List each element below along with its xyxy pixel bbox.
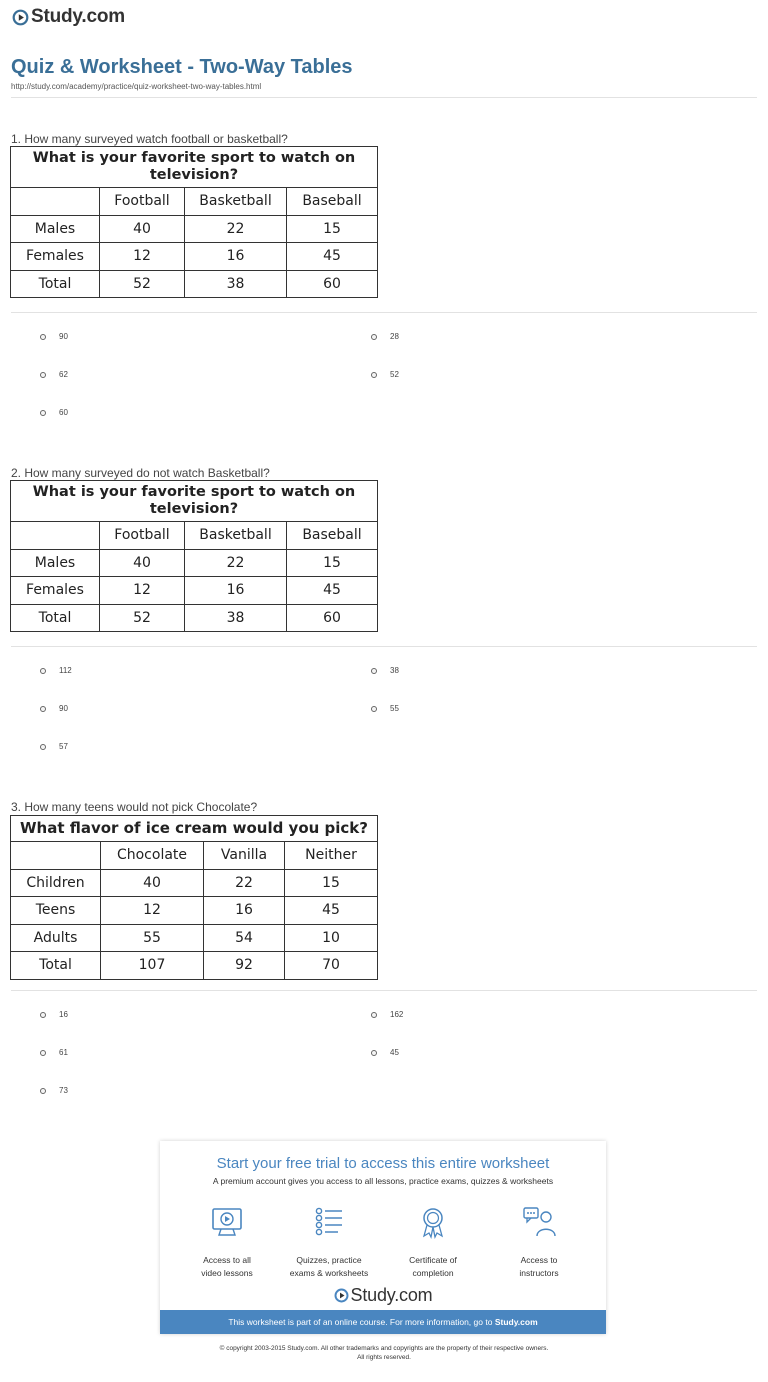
table-header-cell: [11, 842, 101, 870]
table-cell: 40: [101, 869, 204, 897]
promo-headline[interactable]: Start your free trial to access this entire worksheet: [216, 1155, 550, 1172]
feature-label: Certificate of: [409, 1255, 457, 1265]
table-cell: 70: [285, 952, 378, 980]
divider: [11, 312, 757, 313]
radio-button[interactable]: [371, 372, 377, 378]
answer-option[interactable]: [371, 666, 399, 675]
radio-button[interactable]: [371, 334, 377, 340]
feature-label: completion: [412, 1268, 454, 1278]
divider: [11, 990, 757, 991]
play-circle-logo-icon: [334, 1288, 349, 1303]
feature-label: exams & worksheets: [289, 1268, 369, 1278]
table-cell: 16: [185, 577, 287, 605]
table-cell: 22: [185, 215, 287, 243]
feature-label: video lessons: [201, 1268, 253, 1278]
table-cell: 55: [101, 924, 204, 952]
table-header-cell: [11, 522, 100, 550]
answer-label: 62: [59, 370, 68, 379]
table-cell: Males: [11, 215, 100, 243]
table-cell: 22: [204, 869, 285, 897]
page-url[interactable]: http://study.com/academy/practice/quiz-worksheet-two-way-tables.html: [11, 82, 262, 91]
logo-text: Study.com: [350, 1285, 433, 1305]
table-cell: 15: [287, 215, 378, 243]
table-cell: Total: [11, 604, 100, 632]
answer-label: 90: [59, 704, 68, 713]
table-row: [11, 869, 378, 897]
instructor-chat-icon: [522, 1205, 556, 1239]
answer-option[interactable]: [371, 332, 399, 341]
table-cell: 60: [287, 604, 378, 632]
question-1-table: [10, 146, 378, 298]
table-cell: Females: [11, 577, 100, 605]
table-cell: 12: [100, 577, 185, 605]
radio-button[interactable]: [40, 372, 46, 378]
question-2-text: 2. How many surveyed do not watch Basketball?: [11, 466, 270, 480]
radio-button[interactable]: [371, 668, 377, 674]
answer-option[interactable]: [40, 1048, 68, 1057]
question-2-table: [10, 480, 378, 632]
table-cell: 12: [101, 897, 204, 925]
copyright-line: © copyright 2003-2015 Study.com. All other trademarks and copyrights are the property of their respective owners.: [219, 1345, 549, 1352]
rights-line: All rights reserved.: [357, 1354, 411, 1361]
table-row: [11, 243, 378, 271]
table-cell: 92: [204, 952, 285, 980]
table-row: [11, 549, 378, 577]
table-cell: Males: [11, 549, 100, 577]
answer-label: 57: [59, 742, 68, 751]
play-circle-logo-icon: [12, 9, 29, 26]
answer-option[interactable]: [40, 370, 68, 379]
radio-button[interactable]: [371, 1050, 377, 1056]
table-header-row: [11, 188, 378, 216]
radio-button[interactable]: [40, 1050, 46, 1056]
table-cell: 54: [204, 924, 285, 952]
table-caption: What flavor of ice cream would you pick?: [11, 816, 378, 842]
table-header-cell: Neither: [285, 842, 378, 870]
table-cell: 10: [285, 924, 378, 952]
table-header-cell: Basketball: [185, 522, 287, 550]
radio-button[interactable]: [40, 334, 46, 340]
question-3-text: 3. How many teens would not pick Chocolate?: [11, 800, 258, 814]
table-header-cell: Baseball: [287, 522, 378, 550]
table-row: [11, 270, 378, 298]
answer-label: 90: [59, 332, 68, 341]
answer-option[interactable]: [40, 666, 72, 675]
feature-video-lessons: [182, 1205, 272, 1280]
logo-text: Study.com: [31, 6, 125, 27]
answer-label: 112: [59, 666, 72, 675]
table-cell: 40: [100, 215, 185, 243]
radio-button[interactable]: [40, 668, 46, 674]
answer-label: 61: [59, 1048, 68, 1057]
table-cell: 52: [100, 270, 185, 298]
answer-label: 60: [59, 408, 68, 417]
feature-label: Access to: [520, 1255, 558, 1265]
table-cell: Adults: [11, 924, 101, 952]
page-title: Quiz & Worksheet - Two-Way Tables: [11, 56, 353, 78]
table-cell: Children: [11, 869, 101, 897]
table-header-cell: Vanilla: [204, 842, 285, 870]
table-cell: 38: [185, 270, 287, 298]
course-info-bar: [160, 1310, 606, 1334]
radio-button[interactable]: [40, 744, 46, 750]
question-1-text: 1. How many surveyed watch football or basketball?: [11, 132, 288, 146]
bar-text: This worksheet is part of an online course. For more information, go to: [228, 1317, 495, 1327]
table-header-cell: Football: [100, 522, 185, 550]
table-row: [11, 897, 378, 925]
promo-subline: A premium account gives you access to all lessons, practice exams, quizzes & worksheets: [212, 1176, 554, 1186]
table-cell: Total: [11, 270, 100, 298]
table-header-cell: [11, 188, 100, 216]
feature-quizzes: [284, 1205, 374, 1280]
table-cell: 40: [100, 549, 185, 577]
answer-option[interactable]: [371, 370, 399, 379]
table-cell: 16: [185, 243, 287, 271]
radio-button[interactable]: [40, 410, 46, 416]
table-cell: 45: [287, 243, 378, 271]
radio-button[interactable]: [371, 1012, 377, 1018]
quiz-list-icon: [312, 1205, 346, 1239]
question-3-table: [10, 815, 378, 980]
answer-option[interactable]: [40, 1086, 68, 1095]
table-cell: 15: [287, 549, 378, 577]
answer-option[interactable]: [40, 704, 68, 713]
table-header-row: [11, 522, 378, 550]
answer-label: 55: [390, 704, 399, 713]
promo-study-logo[interactable]: [160, 1285, 606, 1306]
answer-label: 38: [390, 666, 399, 675]
copyright-footer: [0, 1344, 768, 1362]
table-row: [11, 952, 378, 980]
answer-option[interactable]: [371, 1048, 399, 1057]
table-row: [11, 577, 378, 605]
answer-label: 28: [390, 332, 399, 341]
certificate-icon: [416, 1205, 450, 1239]
divider: [11, 646, 757, 647]
table-row: [11, 924, 378, 952]
table-row: [11, 604, 378, 632]
answer-option[interactable]: [40, 408, 68, 417]
table-cell: 45: [285, 897, 378, 925]
table-cell: 60: [287, 270, 378, 298]
table-header-cell: Football: [100, 188, 185, 216]
table-header-cell: Basketball: [185, 188, 287, 216]
answer-option[interactable]: [371, 1010, 403, 1019]
video-lesson-icon: [210, 1205, 244, 1239]
radio-button[interactable]: [371, 706, 377, 712]
study-logo[interactable]: [12, 6, 125, 28]
answer-label: 16: [59, 1010, 68, 1019]
feature-label: Access to all: [203, 1255, 251, 1265]
table-cell: Total: [11, 952, 101, 980]
table-cell: 45: [287, 577, 378, 605]
radio-button[interactable]: [40, 1012, 46, 1018]
table-cell: 22: [185, 549, 287, 577]
feature-label: Quizzes, practice: [296, 1255, 362, 1265]
table-header-row: [11, 842, 378, 870]
table-cell: 107: [101, 952, 204, 980]
free-trial-promo[interactable]: [160, 1141, 606, 1334]
divider: [11, 97, 757, 98]
table-cell: 52: [100, 604, 185, 632]
table-cell: 15: [285, 869, 378, 897]
answer-label: 73: [59, 1086, 68, 1095]
answer-label: 52: [390, 370, 399, 379]
table-header-cell: Baseball: [287, 188, 378, 216]
answer-label: 45: [390, 1048, 399, 1057]
radio-button[interactable]: [40, 706, 46, 712]
answer-option[interactable]: [40, 1010, 68, 1019]
answer-option[interactable]: [40, 742, 68, 751]
table-cell: 38: [185, 604, 287, 632]
radio-button[interactable]: [40, 1088, 46, 1094]
table-cell: 12: [100, 243, 185, 271]
feature-label: instructors: [519, 1268, 559, 1278]
table-cell: Teens: [11, 897, 101, 925]
answer-option[interactable]: [371, 704, 399, 713]
feature-certificate: [388, 1205, 478, 1280]
table-caption: What is your favorite sport to watch on television?: [11, 147, 378, 188]
table-cell: 16: [204, 897, 285, 925]
answer-option[interactable]: [40, 332, 68, 341]
table-header-cell: Chocolate: [101, 842, 204, 870]
table-caption: What is your favorite sport to watch on television?: [11, 481, 378, 522]
study-link[interactable]: Study.com: [494, 1317, 538, 1327]
feature-instructors: [494, 1205, 584, 1280]
table-cell: Females: [11, 243, 100, 271]
table-row: [11, 215, 378, 243]
answer-label: 162: [390, 1010, 404, 1019]
